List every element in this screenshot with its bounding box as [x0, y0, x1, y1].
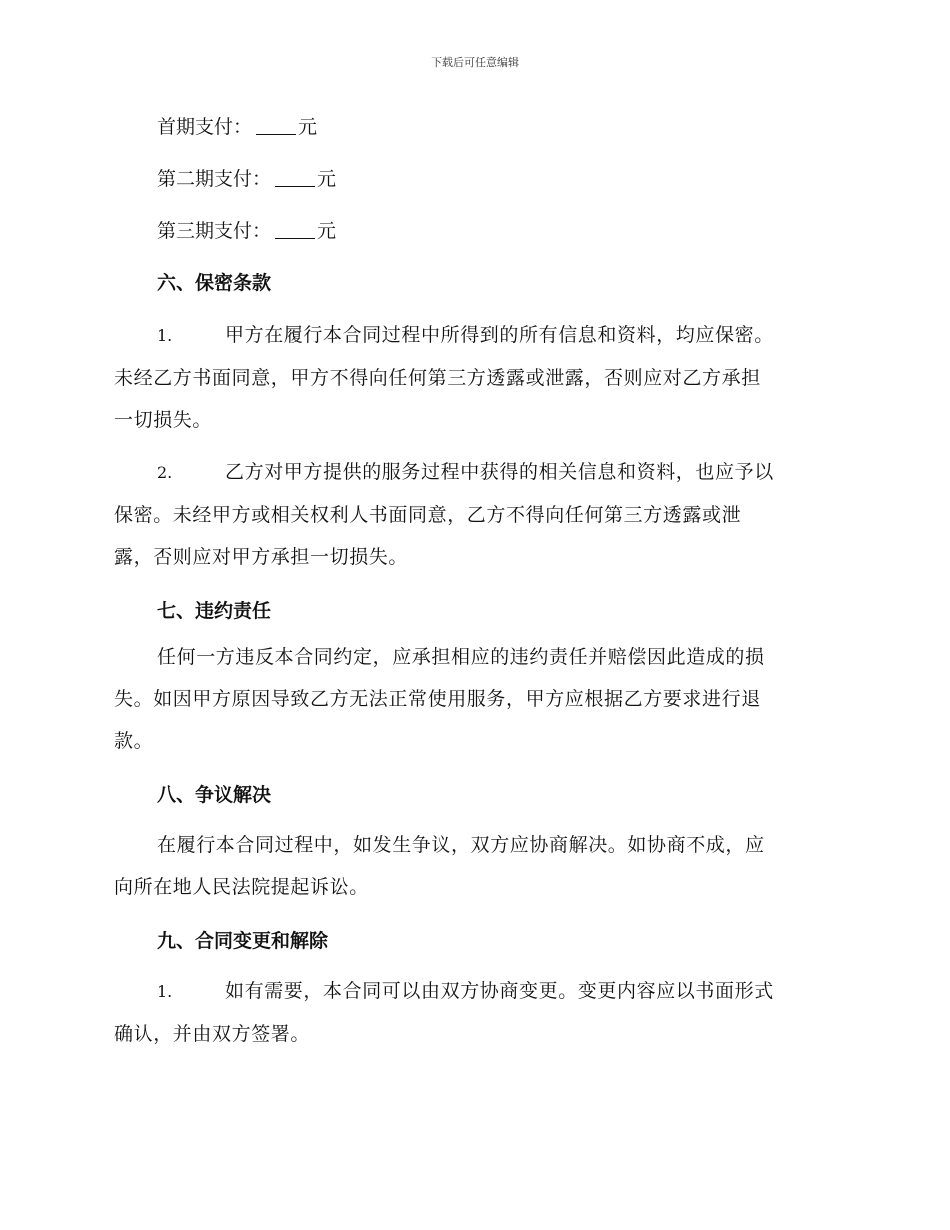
payment-unit: 元 [298, 116, 318, 138]
paragraph-text: 款。 [114, 730, 154, 752]
clause-text: 保密。未经甲方或相关权利人书面同意，乙方不得向任何第三方透露或泄 [114, 504, 742, 526]
section-heading: 八、争议解决 [157, 784, 272, 806]
section-heading: 九、合同变更和解除 [157, 930, 329, 952]
payment-line-3 [114, 216, 830, 246]
blank-field [256, 114, 296, 135]
clause-number: 2. [157, 463, 173, 482]
payment-label: 第二期支付： [157, 168, 272, 190]
paragraph-text: 任何一方违反本合同约定，应承担相应的违约责任并赔偿因此造成的损 [157, 646, 765, 668]
page-header: 下载后可任意编辑 [431, 56, 519, 69]
section-paragraph [114, 824, 830, 908]
clause-text: 甲方在履行本合同过程中所得到的所有信息和资料，均应保密。 [225, 324, 774, 346]
payment-label: 首期支付： [157, 116, 253, 138]
paragraph-text: 向所在地人民法院提起诉讼。 [114, 876, 369, 898]
clause-text: 未经乙方书面同意，甲方不得向任何第三方透露或泄露，否则应对乙方承担 [114, 367, 761, 389]
section-heading: 七、违约责任 [157, 600, 272, 622]
payment-line-2 [114, 164, 830, 194]
section-paragraph [114, 636, 830, 762]
clause-text: 露，否则应对甲方承担一切损失。 [114, 546, 409, 568]
clause-text: 如有需要，本合同可以由双方协商变更。变更内容应以书面形式 [225, 980, 774, 1002]
clause-number: 1. [157, 326, 173, 345]
clause-item [114, 314, 830, 441]
paragraph-text: 失。如因甲方原因导致乙方无法正常使用服务，甲方应根据乙方要求进行退 [114, 688, 761, 710]
clause-text: 乙方对甲方提供的服务过程中获得的相关信息和资料，也应予以 [225, 461, 774, 483]
payment-unit: 元 [317, 220, 337, 242]
document-body [114, 112, 830, 1055]
clause-text: 确认，并由双方签署。 [114, 1023, 311, 1045]
blank-field [275, 218, 315, 239]
payment-label: 第三期支付： [157, 220, 272, 242]
payment-unit: 元 [317, 168, 337, 190]
section-heading: 六、保密条款 [157, 272, 272, 294]
paragraph-text: 在履行本合同过程中，如发生争议，双方应协商解决。如协商不成，应 [157, 834, 765, 856]
clause-number: 1. [157, 982, 173, 1001]
clause-text: 一切损失。 [114, 409, 213, 431]
clause-item [114, 451, 830, 578]
clause-item [114, 970, 830, 1055]
blank-field [275, 166, 315, 187]
payment-line-1 [114, 112, 830, 142]
